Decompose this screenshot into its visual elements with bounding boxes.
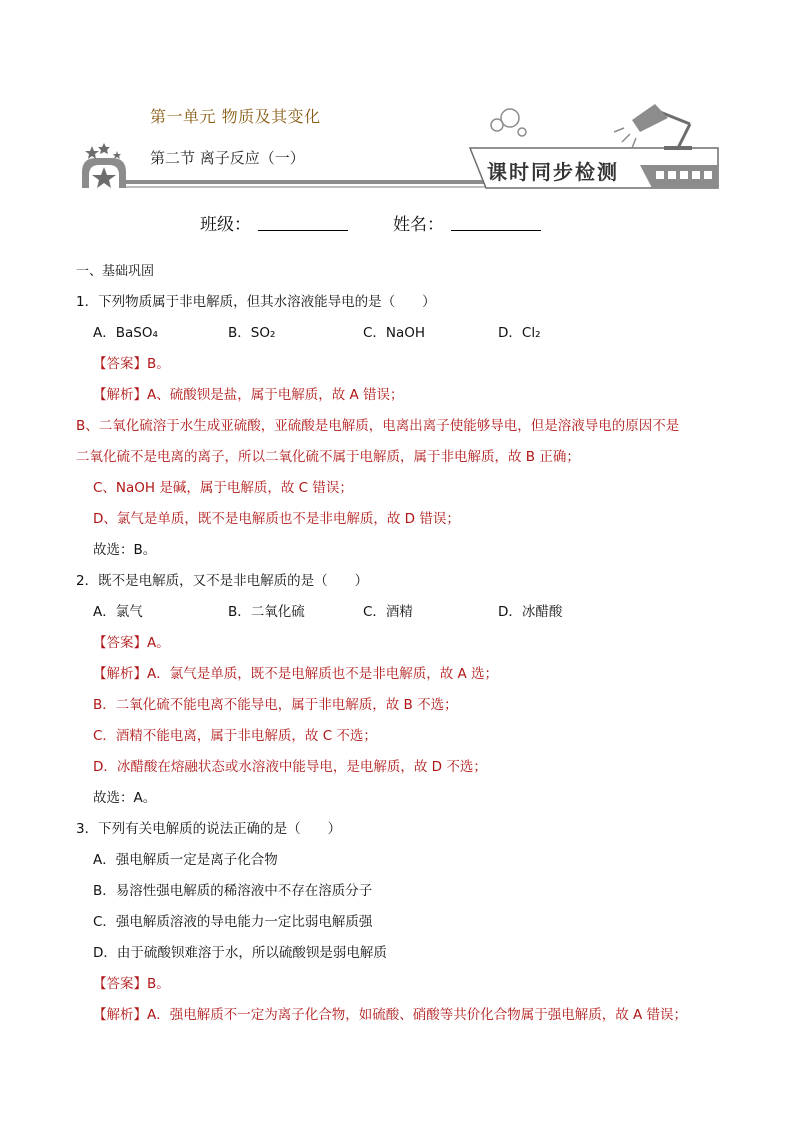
class-label: 班级： [200, 215, 251, 235]
option-a: A．BaSO₄ [93, 325, 158, 341]
option-d: D．由于硫酸钡难溶于水，所以硫酸钡是弱电解质 [93, 945, 387, 961]
question-options [76, 597, 726, 628]
option-c: C．酒精 [363, 604, 413, 620]
analysis-line: C．酒精不能电离，属于非电解质，故 C 不选； [93, 728, 377, 744]
analysis-line: D．冰醋酸在熔融状态或水溶液中能导电，是电解质，故 D 不选； [93, 759, 487, 775]
analysis-line: 【解析】A、硫酸钡是盐，属于电解质，故 A 错误； [93, 387, 404, 403]
answer-line: 【答案】B。 [93, 976, 170, 992]
question-stem: 2．既不是电解质，又不是非电解质的是（ ） [76, 573, 369, 589]
option-c: C．NaOH [363, 325, 426, 341]
answer-line: 【答案】B。 [93, 356, 170, 372]
analysis-line: D、氯气是单质，既不是电解质也不是非电解质，故 D 错误； [93, 511, 460, 527]
analysis-line: 【解析】A．氯气是单质，既不是电解质也不是非电解质，故 A 选； [93, 666, 499, 682]
answer-line: 【答案】A。 [93, 635, 170, 651]
option-b: B．易溶性强电解质的稀溶液中不存在溶质分子 [93, 883, 373, 899]
section-heading: 一、基础巩固 [76, 264, 155, 279]
header-decoration [0, 0, 793, 200]
conclusion-line: 故选：B。 [93, 542, 157, 558]
option-a: A．强电解质一定是离子化合物 [93, 852, 278, 868]
unit-title: 第一单元 物质及其变化 [150, 107, 321, 126]
question-1 [76, 287, 726, 566]
class-blank[interactable] [258, 230, 348, 231]
analysis-line: 二氧化硫不是电离的离子，所以二氧化硫不属于电解质，属于非电解质，故 B 正确； [76, 449, 580, 465]
star-badge-icon [82, 143, 126, 188]
question-3 [76, 814, 726, 1031]
analysis-line: B．二氧化硫不能电离不能导电，属于非电解质，故 B 不选； [93, 697, 458, 713]
name-label: 姓名： [393, 215, 444, 235]
question-stem: 1．下列物质属于非电解质，但其水溶液能导电的是（ ） [76, 294, 436, 310]
section-title: 第二节 离子反应（一） [150, 149, 305, 167]
question-options [76, 318, 726, 349]
option-d: D．冰醋酸 [498, 604, 563, 620]
analysis-line: 【解析】A．强电解质不一定为离子化合物，如硫酸、硝酸等共价化合物属于强电解质，故 A 错误； [93, 1007, 688, 1023]
analysis-line: B、二氧化硫溶于水生成亚硫酸，亚硫酸是电解质，电离出离子使能够导电，但是溶液导电的原因不是 [76, 418, 680, 434]
page-header [0, 0, 793, 200]
conclusion-line: 故选：A。 [93, 790, 157, 806]
option-b: B．SO₂ [228, 325, 276, 341]
analysis-line: C、NaOH 是碱，属于电解质，故 C 错误； [93, 480, 353, 496]
desk-lamp-icon [614, 104, 692, 150]
option-c: C．强电解质溶液的导电能力一定比弱电解质强 [93, 914, 373, 930]
banner-title: 课时同步检测 [487, 160, 619, 184]
document-body [76, 256, 726, 1031]
option-b: B．二氧化硫 [228, 604, 305, 620]
question-stem: 3．下列有关电解质的说法正确的是（ ） [76, 821, 342, 837]
name-blank[interactable] [451, 230, 541, 231]
option-a: A．氯气 [93, 604, 143, 620]
option-d: D．Cl₂ [498, 325, 541, 341]
question-2 [76, 566, 726, 814]
